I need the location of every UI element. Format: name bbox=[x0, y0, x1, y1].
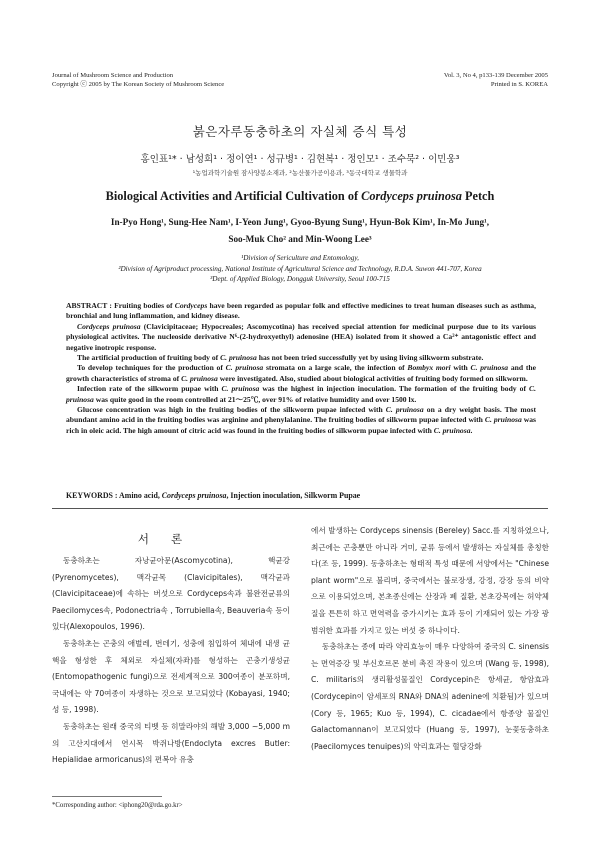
journal-header-left bbox=[52, 71, 224, 89]
body-column-left: 동충하초는 자낭균아문(Ascomycotina), 핵균강(Pyrenomycetes), 맥각균목 (Clavicipitales), 맥각균과(Clavicipitaceae)에 속하는 버섯으로 Cordyceps속과 불완전균류의 Paecilomyces속, Podonectria속 , Torrubiella속, Beauveria속 등이 있다(Alexopoulos, 1996). 동충하초는 곤충의 애벌레, 번데기, 성충에 침입하여 체내에 내생 균핵을 형성한 후 체외로 자실체(자좌)를 형성하는 곤충기생성균(Entomopathogenic fungi)으로 전세계적으로 300여종이 분포하며, 국내에는 약 70여종이 자생하는 것으로 보고되었다 (Kobayasi, 1940; 성 등, 1998). 동충하초는 원래 중국의 티벳 등 히말라야의 해발 3,000 ~5,000 m의 고산지대에서 연시목 박쥐나방(Endoclyta excres Butler: Hepialidae armoricanus)의 편복아 유충 bbox=[52, 556, 290, 765]
body-column-right: 에서 발생하는 Cordyceps sinensis (Bereley) Sacc.를 지칭하였으나, 최근에는 곤충뿐만 아니라 거미, 균류 등에서 발생하는 자실체를 총칭한다(조 등, 1999). 동충하초는 형태적 특성 때문에 서양에서는 "Chinese plant worm"으로 불리며, 중국에서는 불로장생, 강정, 강장 등의 비약으로 이용되었으며, 본초종신에는 산장과 폐 질환, 본초강목에는 허약체질을 튼튼히 하고 면역력을 증가시키는 효과 등이 기재되어 있는 가장 광범위한 효과를 가지고 있는 버섯 중 하나이다. 동충하초는 종에 따라 약리효능이 매우 다양하여 중국의 C. sinensis는 면역증강 및 부신호르몬 분비 촉진 작용이 있으며 (Wang 등, 1998), C. militaris의 생리활성물질인 Cordycepin은 항세균, 항암효과(Cordycepin이 암세포의 RNA와 DNA의 adenine에 치환됨)가 있으며(Cory 등, 1965; Kuo 등, 1994), C. cicadae에서 항종양 물질인 Galactomannan이 보고되었다 (Huang 등, 1997), 눈꽃동충하초(Paecilomyces tenuipes)의 약리효과는 혈당강화 bbox=[311, 526, 549, 751]
corresponding-author-footnote: *Corresponding author: <iphong20@rda.go.kr> bbox=[52, 802, 183, 809]
footnote-divider bbox=[52, 796, 162, 797]
journal-header-right bbox=[444, 71, 548, 89]
keywords-label: KEYWORDS : bbox=[66, 491, 118, 500]
english-title: Biological Activities and Artificial Cultivation of Cordyceps pruinosa Petch bbox=[105, 189, 495, 203]
copyright-line: Copyright ⓒ 2005 by The Korean Society of Mushroom Science bbox=[52, 81, 225, 88]
keywords-divider bbox=[52, 508, 548, 509]
korean-affiliations: ¹농업과학기술원 잠사양봉소재과, ²농산물가공이용과, ³동국대학교 생물학과 bbox=[192, 169, 408, 177]
korean-authors: 홍인표¹* · 남성희¹ · 정이연¹ · 성규병¹ · 김현복¹ · 정인모¹ · 조수묵² · 이민웅³ bbox=[140, 154, 460, 165]
section-title-introduction: 서론 bbox=[137, 532, 205, 546]
volume-info: Vol. 3, No 4, p133-139 December 2005 bbox=[443, 72, 548, 79]
keywords: KEYWORDS : Amino acid, Cordyceps pruinosa, Injection inoculation, Silkworm Pupae bbox=[66, 491, 361, 500]
english-affiliations: ¹Division of Sericulture and Entomology, ²Division of Agriproduct processing, National Institute of Agricultural Science and Technology, R.D.A. Suwon 441-707, Korea ³Dept. of Applied Biology, Dongguk University, Seoul 100-715 bbox=[118, 254, 482, 283]
english-authors: In-Pyo Hong¹, Sung-Hee Nam¹, I-Yeon Jung¹, Gyoo-Byung Sung¹, Hyun-Bok Kim¹, In-Mo Jung¹, Soo-Muk Cho² and Min-Woong Lee³ bbox=[110, 217, 490, 244]
abstract-label: ABSTRACT : bbox=[66, 301, 112, 310]
korean-title: 붉은자루동충하초의 자실체 증식 특성 bbox=[192, 124, 408, 139]
printed-info: Printed in S. KOREA bbox=[490, 81, 548, 88]
journal-name: Journal of Mushroom Science and Production bbox=[52, 72, 174, 79]
abstract: ABSTRACT : Fruiting bodies of Cordyceps have been regarded as popular folk and effective medicines to treat human diseases such as asthma, bronchial and lung inflammation, and kidney disease. Cordyceps pruinosa (Clavicipitaceae; Hypocreales; Ascomycotina) has received special attention for medicinal purpose due to its various physiological activites. The nucleoside derivative N⁶-(2-hydroxyethyl) adenosine (HEA) isolated from it showed a Ca²⁺ antagonistic effect and negative inotropic response. The artificial production of fruiting body of C. pruinosa has not been tried successfully yet by using living silkworm substrate. To develop techniques for the production of C. pruinosa stromata on a large scale, the infection of Bombyx mori with C. pruinosa and the growth characteristics of stroma of C. pruinosa were investigated. Also, studied about biological activities of fruiting body formed on silkworm. Infection rate of the silkworm pupae with C. pruinosa was the highest in injection inoculation. The formation of the fruiting body of C. pruinosa was quite good in the room controlled at 21～25℃, over 91% of relative humidity and over 1500 lx. Glucose concentration was high in the fruiting bodies of the silkworm pupae infected with C. pruinosa on a dry weight basis. The most abundant amino acid in the fruiting bodies was arginine and phenylalanine. The fruiting bodies of silkworm pupae infected with C. pruinosa was rich in oleic acid. The high amount of citric acid was found in the fruiting bodies of silkworm pupae infected with C. pruinosa. bbox=[66, 301, 536, 435]
